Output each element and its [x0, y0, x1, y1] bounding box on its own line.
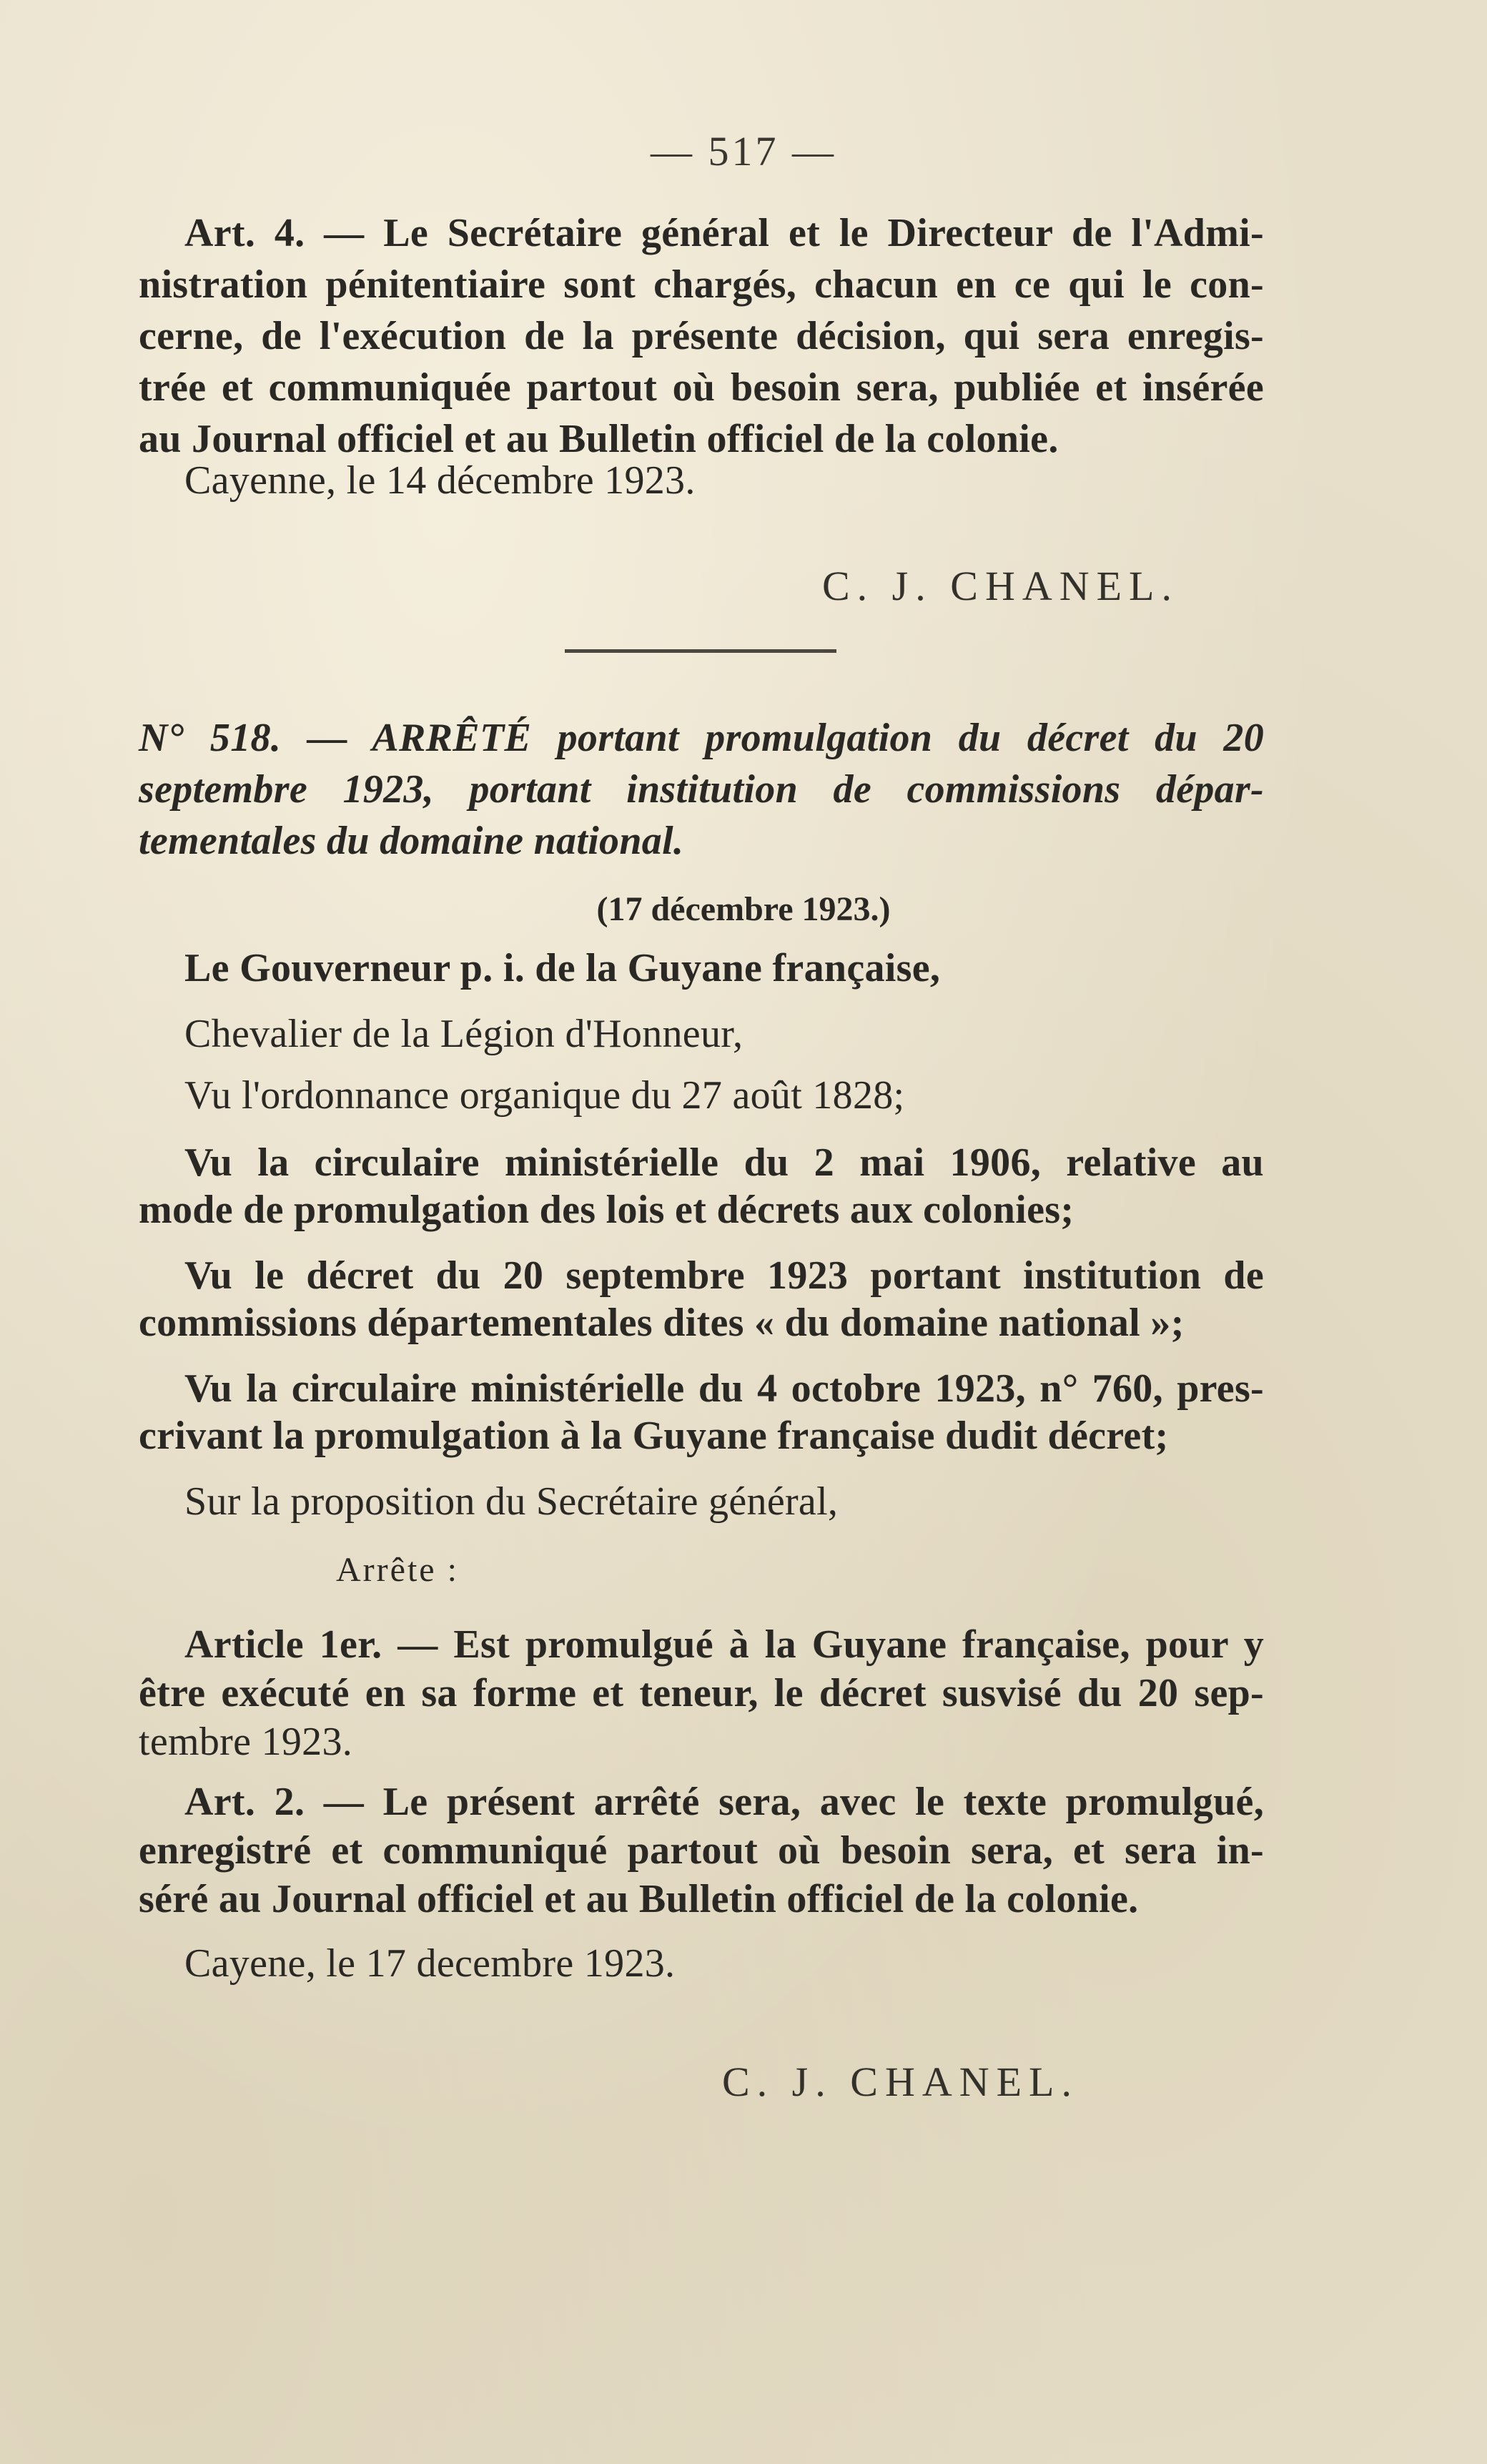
decree-line-15: Art. 2. — Le présent arrêté sera, avec le texte promulgué,	[184, 1780, 1264, 1824]
decree-line-14: tembre 1923.	[139, 1720, 353, 1764]
section-divider	[565, 649, 836, 653]
decree-line-16: enregistré et communiqué partout où besoin sera, et sera in-	[139, 1828, 1264, 1873]
decree-line-7: commissions départementales dites « du domaine national »;	[139, 1301, 1185, 1345]
article4-signature: C. J. CHANEL.	[822, 563, 1179, 609]
decree-heading-line-1: N° 518. — ARRÊTÉ portant promulgation du décret du 20	[139, 716, 1264, 760]
decree-line-5: mode de promulgation des lois et décrets aux colonies;	[139, 1188, 1075, 1232]
decree-line-3: Vu l'ordonnance organique du 27 août 1828;	[184, 1073, 905, 1118]
decree-place-date: Cayene, le 17 decembre 1923.	[184, 1941, 676, 1986]
decree-date: (17 décembre 1923.)	[596, 890, 891, 928]
decree-line-1: Le Gouverneur p. i. de la Guyane française,	[184, 946, 941, 990]
decree-line-2: Chevalier de la Légion d'Honneur,	[184, 1012, 744, 1056]
decree-signature: C. J. CHANEL.	[722, 2059, 1079, 2105]
decree-line-12: Article 1er. — Est promulgué à la Guyane française, pour y	[184, 1622, 1264, 1667]
page-number: — 517 —	[651, 128, 836, 174]
decree-line-13: être exécuté en sa forme et teneur, le décret susvisé du 20 sep-	[139, 1671, 1264, 1715]
decree-line-8: Vu la circulaire ministérielle du 4 octobre 1923, n° 760, pres-	[184, 1366, 1264, 1411]
decree-line-6: Vu le décret du 20 septembre 1923 portant institution de	[184, 1253, 1264, 1298]
article4-line-2: nistration pénitentiaire sont chargés, chacun en ce qui le con-	[139, 262, 1264, 307]
article4-line-5: au Journal officiel et au Bulletin officiel de la colonie.	[139, 417, 1059, 461]
decree-line-4: Vu la circulaire ministérielle du 2 mai 1906, relative au	[184, 1140, 1264, 1185]
decree-line-9: crivant la promulgation à la Guyane française dudit décret;	[139, 1414, 1169, 1458]
decree-line-10: Sur la proposition du Secrétaire général,	[184, 1479, 839, 1524]
decree-heading-line-3: tementales du domaine national.	[139, 819, 684, 863]
decree-arrete-heading: Arrête :	[336, 1551, 459, 1589]
decree-line-17: séré au Journal officiel et au Bulletin officiel de la colonie.	[139, 1877, 1139, 1921]
article4-line-3: cerne, de l'exécution de la présente décision, qui sera enregis-	[139, 314, 1264, 358]
article4-place-date: Cayenne, le 14 décembre 1923.	[184, 458, 696, 503]
decree-heading-line-2: septembre 1923, portant institution de commissions dépar-	[139, 767, 1264, 812]
article4-line-4: trée et communiquée partout où besoin sera, publiée et insérée	[139, 365, 1264, 410]
article4-line-1: Art. 4. — Le Secrétaire général et le Directeur de l'Admi-	[184, 211, 1264, 255]
